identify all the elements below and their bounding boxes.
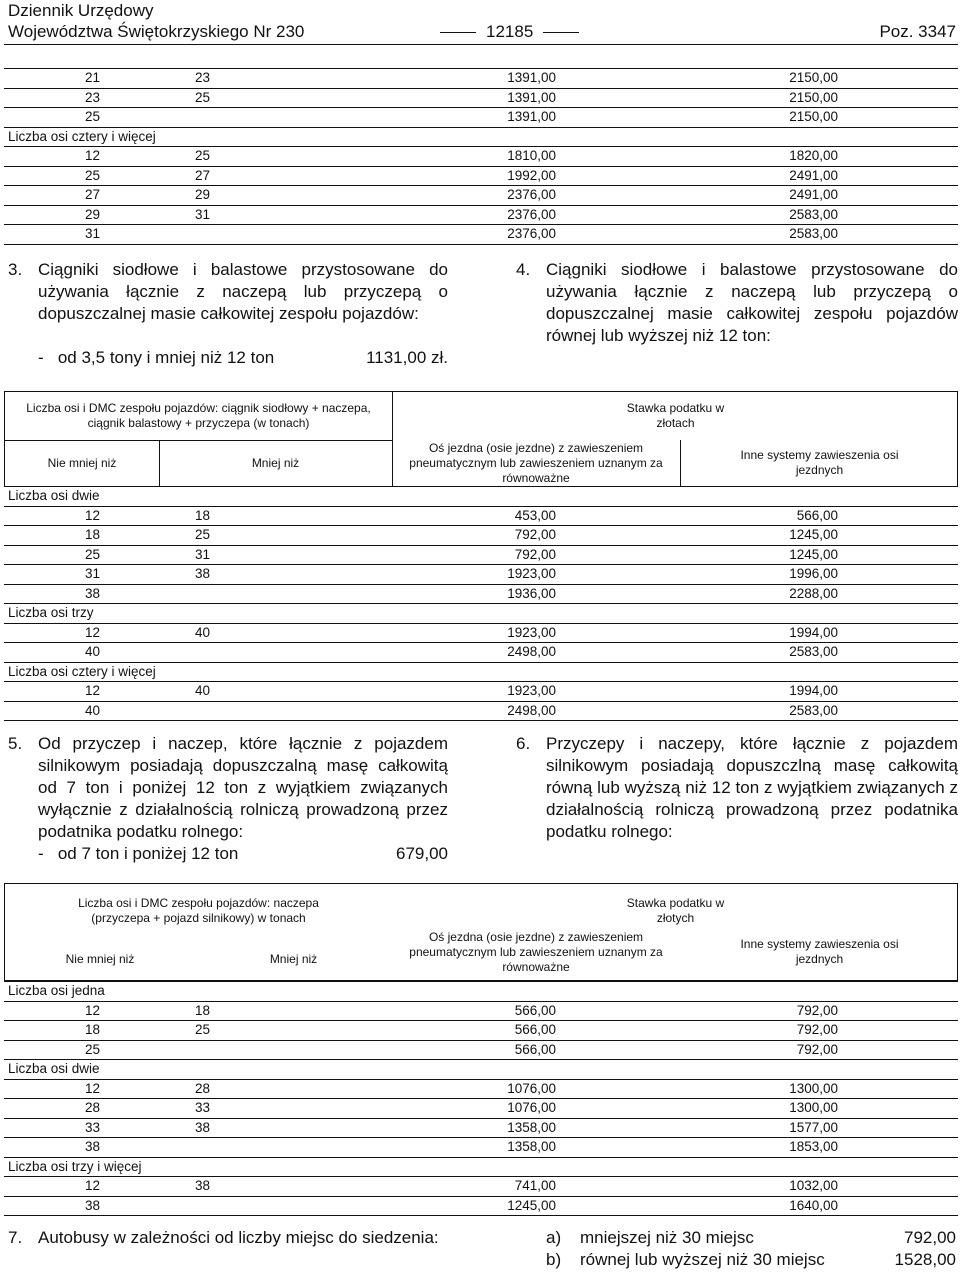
table-3-header [4, 883, 958, 981]
to-value [164, 225, 390, 245]
rate-air: 1923,00 [390, 623, 664, 643]
rate-other: 1820,00 [664, 147, 958, 167]
from-value: 12 [4, 623, 164, 643]
section-label: Liczba osi cztery i więcej [4, 662, 958, 682]
table-row [4, 205, 958, 225]
tax-table-3 [4, 981, 958, 1216]
section-3-text: Ciągniki siodłowe i balastowe przystosowane do używania łącznie z naczepą lub przyczepą o dopuszczalnej masie całkowitej zespołu pojazdów: [38, 260, 448, 323]
rate-air: 2376,00 [390, 225, 664, 245]
section-3-item-label: - od 3,5 tony i mniej niż 12 ton [38, 348, 275, 367]
table-section-row [4, 982, 958, 1002]
from-value: 25 [4, 545, 164, 565]
table-3-head-max: Mniej niż [269, 951, 318, 966]
table-2-head-other: Inne systemy zawieszenia osi jezdnych [740, 448, 899, 477]
section-7 [8, 1227, 448, 1249]
table-3-head-other: Inne systemy zawieszenia osi jezdnych [740, 937, 899, 966]
to-value: 27 [164, 166, 390, 186]
rate-other: 1853,00 [664, 1138, 958, 1158]
from-value: 25 [4, 1040, 164, 1060]
table-row [4, 1079, 958, 1099]
from-value: 23 [4, 88, 164, 108]
table-row [4, 1138, 958, 1158]
section-6-text: Przyczepy i naczepy, które łącznie z pojazdem silnikowym posiadają dopuszczlną masę całkowitą równą lub wyższą niż 12 ton z wyjątkiem związanych z działalnością rolniczą prowadzoną przez podatnika podatku rolnego: [546, 734, 958, 841]
to-value: 31 [164, 205, 390, 225]
table-row [4, 1040, 958, 1060]
section-label: Liczba osi dwie [4, 487, 958, 507]
item-label: równej lub wyższej niż 30 miejsc [580, 1250, 825, 1269]
table-row [4, 88, 958, 108]
tax-table-2 [4, 486, 958, 721]
rate-air: 566,00 [390, 1040, 664, 1060]
table-section-row [4, 1157, 958, 1177]
section-6 [516, 733, 958, 843]
rate-air: 1923,00 [390, 565, 664, 585]
from-value: 31 [4, 565, 164, 585]
rate-air: 1810,00 [390, 147, 664, 167]
table-row [4, 1021, 958, 1041]
from-value: 18 [4, 1021, 164, 1041]
to-value: 28 [164, 1079, 390, 1099]
section-5-item [38, 843, 448, 865]
from-value: 12 [4, 1079, 164, 1099]
rate-air: 1358,00 [390, 1138, 664, 1158]
to-value [164, 108, 390, 128]
section-label: Liczba osi trzy i więcej [4, 1157, 958, 1177]
header-rule [4, 44, 958, 45]
bus-rate-item [546, 1249, 956, 1271]
position-number: Poz. 3347 [879, 22, 956, 41]
table-row [4, 1196, 958, 1216]
rate-air: 2376,00 [390, 205, 664, 225]
rate-other: 2491,00 [664, 166, 958, 186]
table-2-header [4, 391, 958, 487]
from-value: 12 [4, 506, 164, 526]
rate-other: 2583,00 [664, 701, 958, 721]
rate-other: 792,00 [664, 1021, 958, 1041]
table-3-head-air: Oś jezdna (osie jezdne) z zawieszeniem pneumatycznym lub zawieszeniem uznanym za równoważne [409, 929, 663, 974]
section-label: Liczba osi dwie [4, 1060, 958, 1080]
rate-other: 1245,00 [664, 545, 958, 565]
table-row [4, 565, 958, 585]
rate-other: 2150,00 [664, 108, 958, 128]
rate-air: 792,00 [390, 526, 664, 546]
table-row [4, 1001, 958, 1021]
from-value: 25 [4, 108, 164, 128]
from-value: 29 [4, 205, 164, 225]
to-value: 25 [164, 1021, 390, 1041]
rate-other: 792,00 [664, 1040, 958, 1060]
section-7-items [546, 1227, 956, 1271]
section-5-text: Od przyczep i naczep, które łącznie z pojazdem silnikowym posiadają dopuszczalną masę całkowitą od 7 ton i poniżej 12 ton z wyjątkiem związanych wyłącznie z działalnością rolniczą prowadzoną przez podatnika podatku rolnego: [38, 734, 448, 841]
rate-air: 566,00 [390, 1021, 664, 1041]
item-value: 792,00 [904, 1228, 956, 1247]
rate-air: 1245,00 [390, 1196, 664, 1216]
table-row [4, 1099, 958, 1119]
from-value: 12 [4, 682, 164, 702]
rate-air: 1936,00 [390, 584, 664, 604]
to-value [164, 1196, 390, 1216]
table-row [4, 643, 958, 663]
from-value: 21 [4, 69, 164, 89]
to-value: 18 [164, 506, 390, 526]
table-row [4, 526, 958, 546]
to-value [164, 643, 390, 663]
from-value: 38 [4, 584, 164, 604]
table-2-head-main: Liczba osi i DMC zespołu pojazdów: ciągnik siodłowy + naczepa, ciągnik balastowy + przyczepa (w tonach) [26, 401, 371, 430]
rate-air: 1391,00 [390, 88, 664, 108]
journal-subtitle: Województwa Świętokrzyskiego Nr 230 [8, 22, 305, 41]
to-value: 40 [164, 623, 390, 643]
rate-other: 1994,00 [664, 682, 958, 702]
rate-air: 1076,00 [390, 1079, 664, 1099]
section-label: Liczba osi cztery i więcej [4, 127, 958, 147]
rate-air: 1923,00 [390, 682, 664, 702]
rate-other: 2583,00 [664, 225, 958, 245]
table-3-head-min: Nie mniej niż [65, 951, 135, 966]
rate-air: 1358,00 [390, 1118, 664, 1138]
section-3-number: 3. [8, 260, 23, 279]
rate-air: 453,00 [390, 506, 664, 526]
to-value [164, 584, 390, 604]
section-7-number: 7. [8, 1228, 23, 1247]
from-value: 40 [4, 643, 164, 663]
rate-air: 1391,00 [390, 69, 664, 89]
table-2-head-rate [392, 392, 959, 440]
section-6-number: 6. [516, 734, 531, 753]
section-5-item-value: 679,00 [396, 844, 448, 863]
table-row [4, 186, 958, 206]
item-letter: b) [546, 1250, 562, 1269]
rate-other: 2288,00 [664, 584, 958, 604]
item-letter: a) [546, 1228, 562, 1247]
rate-other: 2583,00 [664, 643, 958, 663]
to-value: 25 [164, 88, 390, 108]
rate-air: 1076,00 [390, 1099, 664, 1119]
section-3-item [38, 347, 448, 369]
rate-other: 792,00 [664, 1001, 958, 1021]
to-value: 38 [164, 565, 390, 585]
from-value: 27 [4, 186, 164, 206]
section-4-text: Ciągniki siodłowe i balastowe przystosowane do używania łącznie z naczepą lub przyczepą o dopuszczalnej masie całkowitej zespołu pojazdów równej lub wyższej niż 12 ton: [546, 260, 958, 345]
section-5-item-label: - od 7 ton i poniżej 12 ton [38, 844, 239, 863]
table-row [4, 147, 958, 167]
section-3 [8, 259, 448, 325]
to-value: 25 [164, 147, 390, 167]
rate-other: 566,00 [664, 506, 958, 526]
table-2-head-rate-text: Stawka podatku w złotach [626, 401, 725, 430]
table-row [4, 623, 958, 643]
rate-other: 2150,00 [664, 88, 958, 108]
table-row [4, 545, 958, 565]
page-header [8, 0, 958, 44]
section-4 [516, 259, 958, 347]
rate-air: 566,00 [390, 1001, 664, 1021]
page-number: 12185 [430, 22, 589, 42]
to-value: 25 [164, 526, 390, 546]
item-value: 1528,00 [894, 1250, 956, 1269]
from-value: 12 [4, 147, 164, 167]
table-section-row [4, 662, 958, 682]
table-section-row [4, 487, 958, 507]
table-section-row [4, 127, 958, 147]
rate-other: 1245,00 [664, 526, 958, 546]
rate-air: 2498,00 [390, 701, 664, 721]
from-value: 31 [4, 225, 164, 245]
from-value: 33 [4, 1118, 164, 1138]
rate-other: 2150,00 [664, 69, 958, 89]
rate-other: 1577,00 [664, 1118, 958, 1138]
section-label: Liczba osi trzy [4, 604, 958, 624]
from-value: 12 [4, 1177, 164, 1197]
section-label: Liczba osi jedna [4, 982, 958, 1002]
rate-other: 1640,00 [664, 1196, 958, 1216]
table-row [4, 506, 958, 526]
from-value: 25 [4, 166, 164, 186]
to-value [164, 701, 390, 721]
table-3-head-main: Liczba osi i DMC zespołu pojazdów: naczepa (przyczepa + pojazd silnikowy) w tonach [78, 896, 319, 925]
rate-air: 1992,00 [390, 166, 664, 186]
from-value: 18 [4, 526, 164, 546]
to-value: 38 [164, 1177, 390, 1197]
to-value: 38 [164, 1118, 390, 1138]
section-5-number: 5. [8, 734, 23, 753]
rate-other: 1300,00 [664, 1079, 958, 1099]
from-value: 12 [4, 1001, 164, 1021]
rate-air: 2376,00 [390, 186, 664, 206]
table-section-row [4, 604, 958, 624]
rate-air: 1391,00 [390, 108, 664, 128]
rate-other: 2583,00 [664, 205, 958, 225]
table-row [4, 69, 958, 89]
from-value: 28 [4, 1099, 164, 1119]
rate-air: 2498,00 [390, 643, 664, 663]
to-value [164, 1138, 390, 1158]
item-label: mniejszej niż 30 miejsc [580, 1228, 754, 1247]
table-2-head-max: Mniej niż [251, 455, 300, 470]
from-value: 38 [4, 1138, 164, 1158]
rate-other: 1996,00 [664, 565, 958, 585]
to-value: 33 [164, 1099, 390, 1119]
table-3-head-rate-text: Stawka podatku w złotych [626, 896, 725, 925]
bus-rate-item [546, 1227, 956, 1249]
table-2-head-air: Oś jezdna (osie jezdne) z zawieszeniem pneumatycznym lub zawieszeniem uznanym za równoważne [409, 440, 663, 485]
journal-title: Dziennik Urzędowy [8, 1, 154, 20]
table-section-row [4, 1060, 958, 1080]
to-value: 40 [164, 682, 390, 702]
rate-air: 741,00 [390, 1177, 664, 1197]
to-value [164, 1040, 390, 1060]
table-row [4, 1118, 958, 1138]
table-2-head-min: Nie mniej niż [47, 455, 117, 470]
rate-other: 1300,00 [664, 1099, 958, 1119]
rate-other: 1994,00 [664, 623, 958, 643]
section-3-item-value: 1131,00 zł. [366, 348, 448, 367]
to-value: 29 [164, 186, 390, 206]
tax-table-continuation [4, 68, 958, 245]
to-value: 23 [164, 69, 390, 89]
to-value: 18 [164, 1001, 390, 1021]
section-4-number: 4. [516, 260, 531, 279]
table-row [4, 225, 958, 245]
table-row [4, 1177, 958, 1197]
from-value: 40 [4, 701, 164, 721]
table-row [4, 682, 958, 702]
table-row [4, 584, 958, 604]
rate-other: 1032,00 [664, 1177, 958, 1197]
table-row [4, 701, 958, 721]
table-row [4, 166, 958, 186]
table-row [4, 108, 958, 128]
section-5 [8, 733, 448, 843]
rate-other: 2491,00 [664, 186, 958, 206]
to-value: 31 [164, 545, 390, 565]
rate-air: 792,00 [390, 545, 664, 565]
section-7-text: Autobusy w zależności od liczby miejsc do siedzenia: [38, 1228, 439, 1247]
from-value: 38 [4, 1196, 164, 1216]
